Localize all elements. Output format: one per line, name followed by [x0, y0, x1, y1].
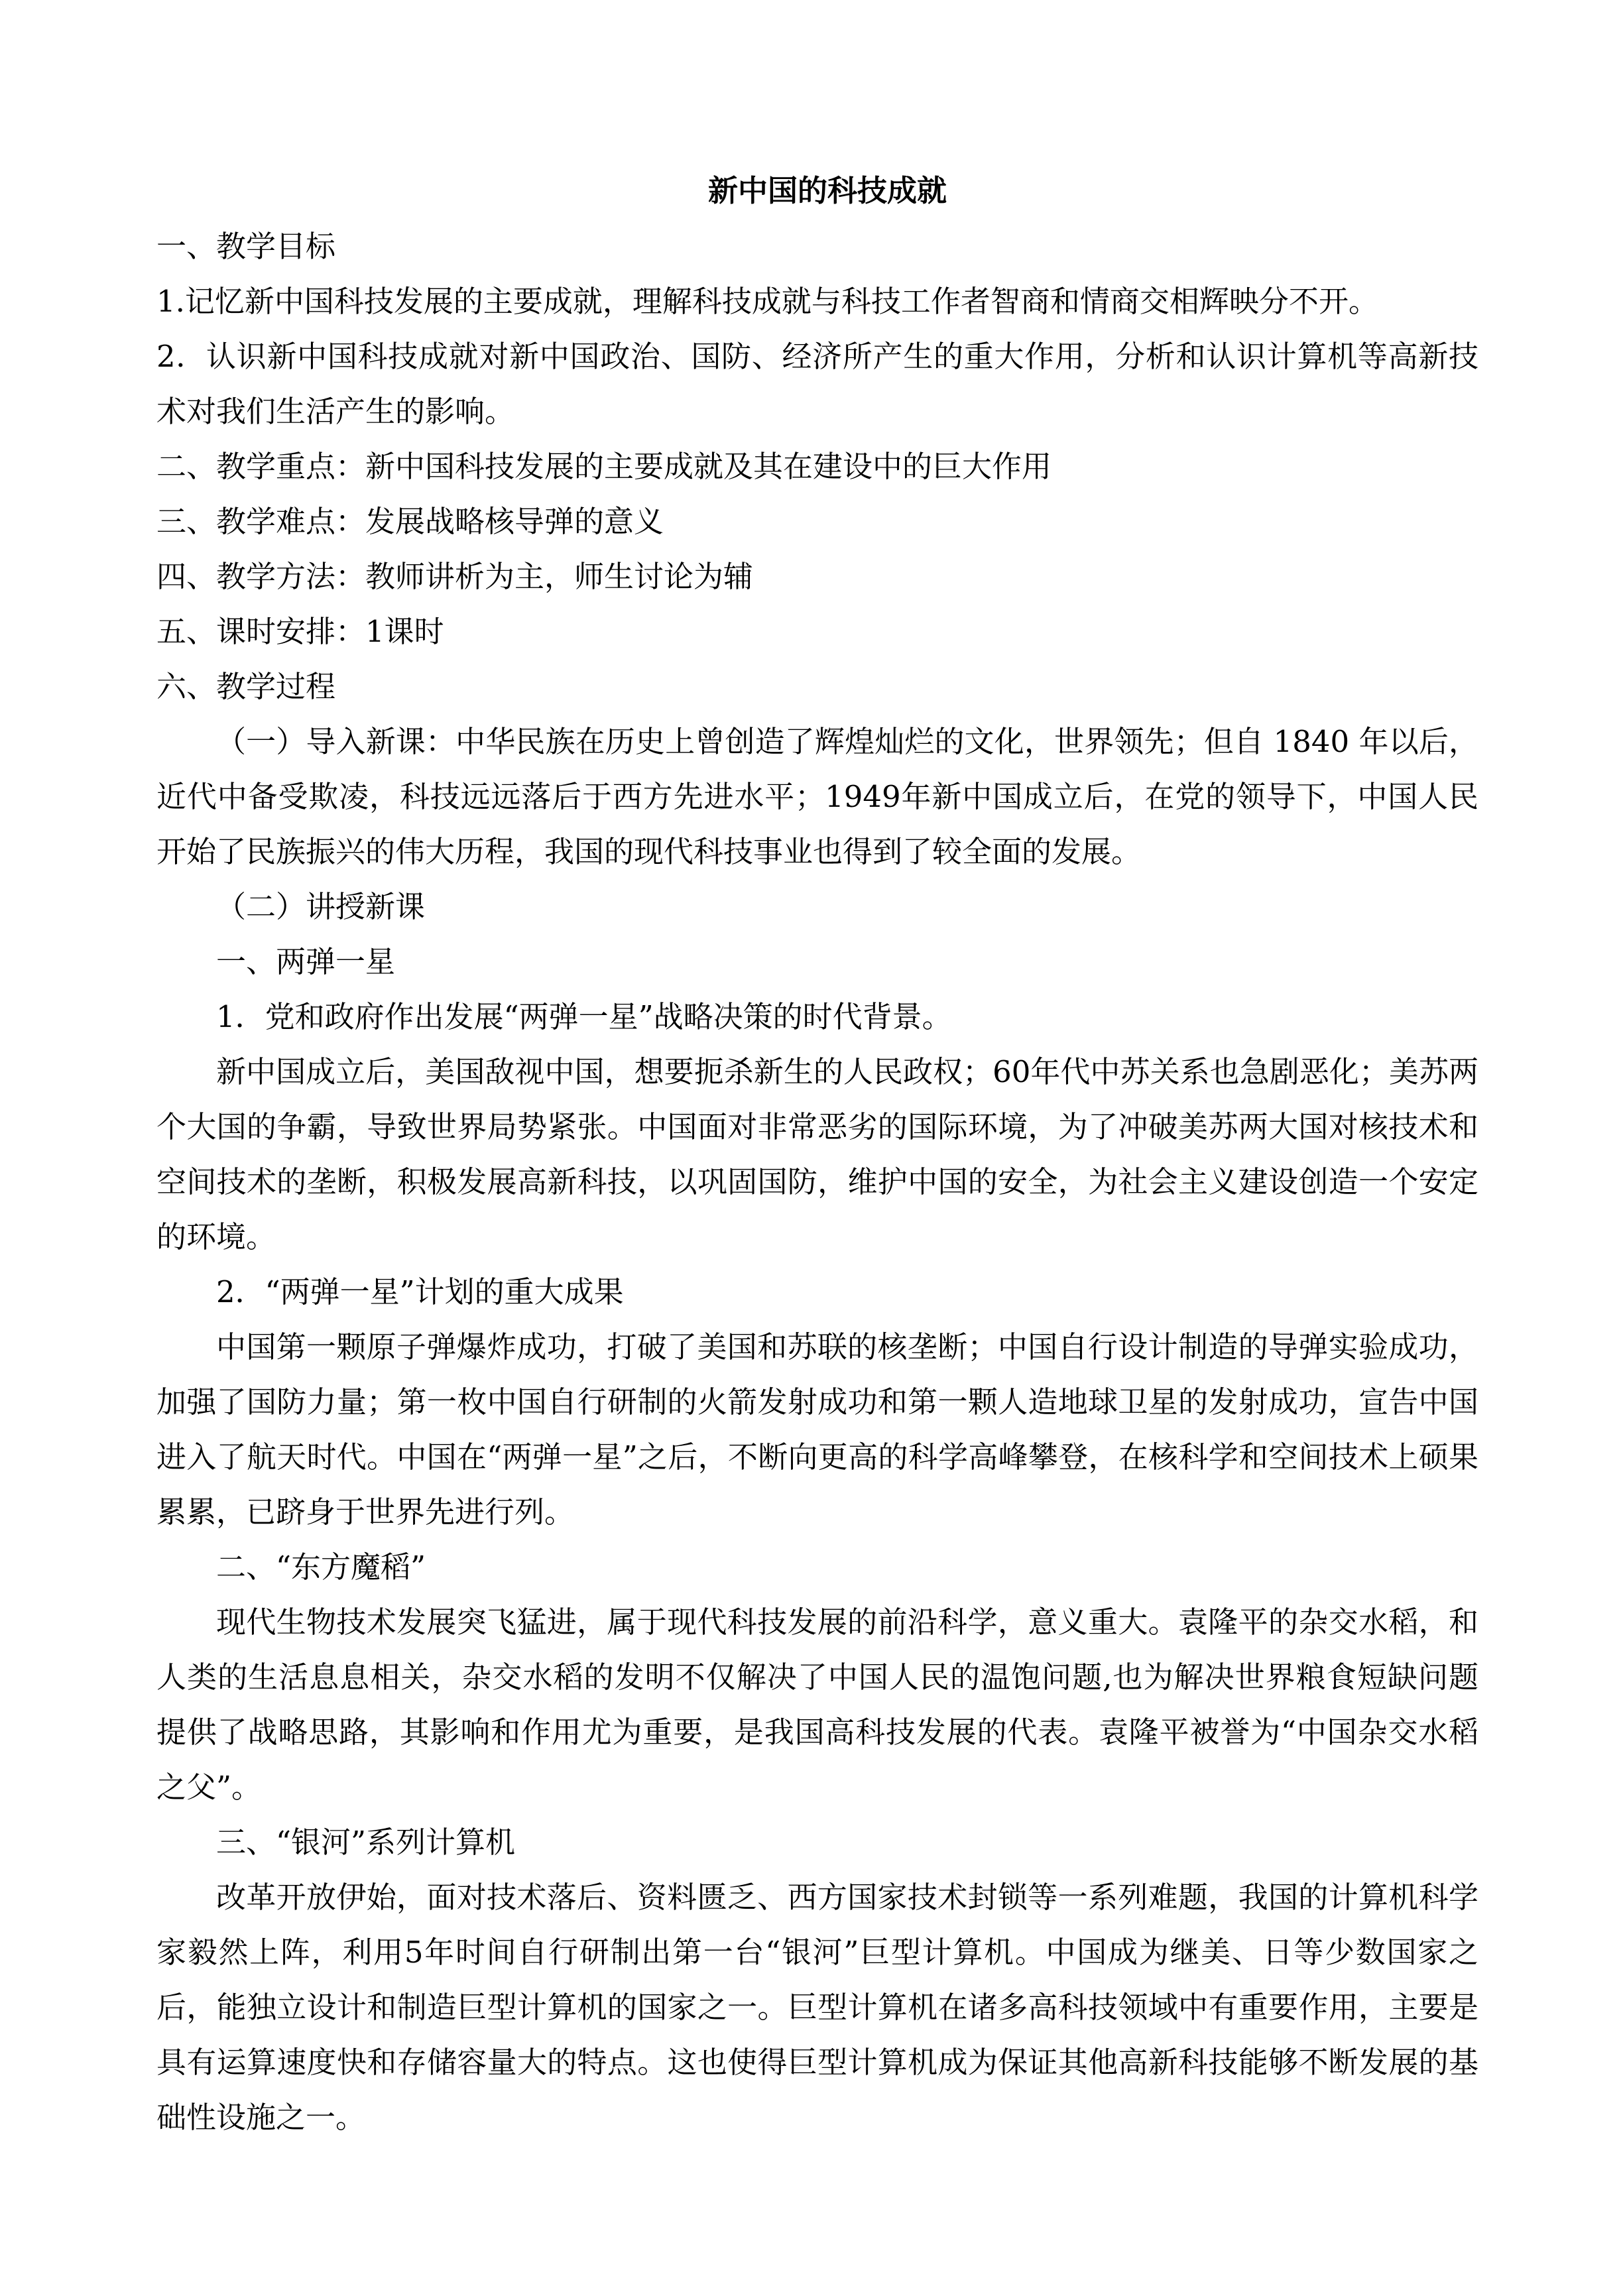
- paragraph: 三、“银河”系列计算机: [216, 1825, 516, 1860]
- paragraph: 一、教学目标: [156, 229, 336, 264]
- document-title: 新中国的科技成就: [707, 173, 947, 208]
- paragraph: 六、教学过程: [156, 669, 336, 704]
- paragraph: 一、两弹一星: [216, 944, 396, 979]
- paragraph: 二、教学重点：新中国科技发展的主要成就及其在建设中的巨大作用: [156, 449, 1052, 484]
- document-page: [156, 163, 1478, 2145]
- paragraph: 中国第一颗原子弹爆炸成功，打破了美国和苏联的核垄断；中国自行设计制造的导弹实验成功，加强了国防力量；第一枚中国自行研制的火箭发射成功和第一颗人造地球卫星的发射成功，宣告中国进入了航天时代。中国在“两弹一星”之后，不断向更高的科学高峰攀登，在核科学和空间技术上硕果累累，已跻身于世界先进行列。: [156, 1329, 1478, 1530]
- paragraph: （二）讲授新课: [216, 889, 426, 924]
- paragraph: 1．党和政府作出发展“两弹一星”战略决策的时代背景。: [216, 999, 952, 1034]
- paragraph: 2．认识新中国科技成就对新中国政治、国防、经济所产生的重大作用，分析和认识计算机等高新技术对我们生活产生的影响。: [156, 339, 1478, 429]
- paragraph: 二、“东方魔稻”: [216, 1549, 426, 1585]
- paragraph: 五、课时安排：1课时: [156, 614, 444, 649]
- document-body: [156, 219, 1478, 2145]
- paragraph: 四、教学方法：教师讲析为主，师生讨论为辅: [156, 559, 754, 594]
- paragraph: 2．“两弹一星”计划的重大成果: [216, 1274, 624, 1309]
- paragraph: 1.记忆新中国科技发展的主要成就，理解科技成就与科技工作者智商和情商交相辉映分不开。: [156, 284, 1378, 319]
- paragraph: 三、教学难点：发展战略核导弹的意义: [156, 504, 664, 539]
- paragraph: 改革开放伊始，面对技术落后、资料匮乏、西方国家技术封锁等一系列难题，我国的计算机科学家毅然上阵，利用5年时间自行研制出第一台“银河”巨型计算机。中国成为继美、日等少数国家之后，能独立设计和制造巨型计算机的国家之一。巨型计算机在诸多高科技领域中有重要作用，主要是具有运算速度快和存储容量大的特点。这也使得巨型计算机成为保证其他高新科技能够不断发展的基础性设施之一。: [156, 1880, 1478, 2135]
- paragraph: （一）导入新课：中华民族在历史上曾创造了辉煌灿烂的文化，世界领先；但自 1840 年以后，近代中备受欺凌，科技远远落后于西方先进水平；1949年新中国成立后，在党的领导下，中国人民开始了民族振兴的伟大历程，我国的现代科技事业也得到了较全面的发展。: [156, 724, 1478, 869]
- paragraph: 现代生物技术发展突飞猛进，属于现代科技发展的前沿科学，意义重大。袁隆平的杂交水稻，和人类的生活息息相关，杂交水稻的发明不仅解决了中国人民的温饱问题,也为解决世界粮食短缺问题提供了战略思路，其影响和作用尤为重要，是我国高科技发展的代表。袁隆平被誉为“中国杂交水稻之父”。: [156, 1604, 1478, 1805]
- paragraph: 新中国成立后，美国敌视中国，想要扼杀新生的人民政权；60年代中苏关系也急剧恶化；美苏两个大国的争霸，导致世界局势紧张。中国面对非常恶劣的国际环境，为了冲破美苏两大国对核技术和空间技术的垄断，积极发展高新科技，以巩固国防，维护中国的安全，为社会主义建设创造一个安定的环境。: [156, 1054, 1478, 1254]
